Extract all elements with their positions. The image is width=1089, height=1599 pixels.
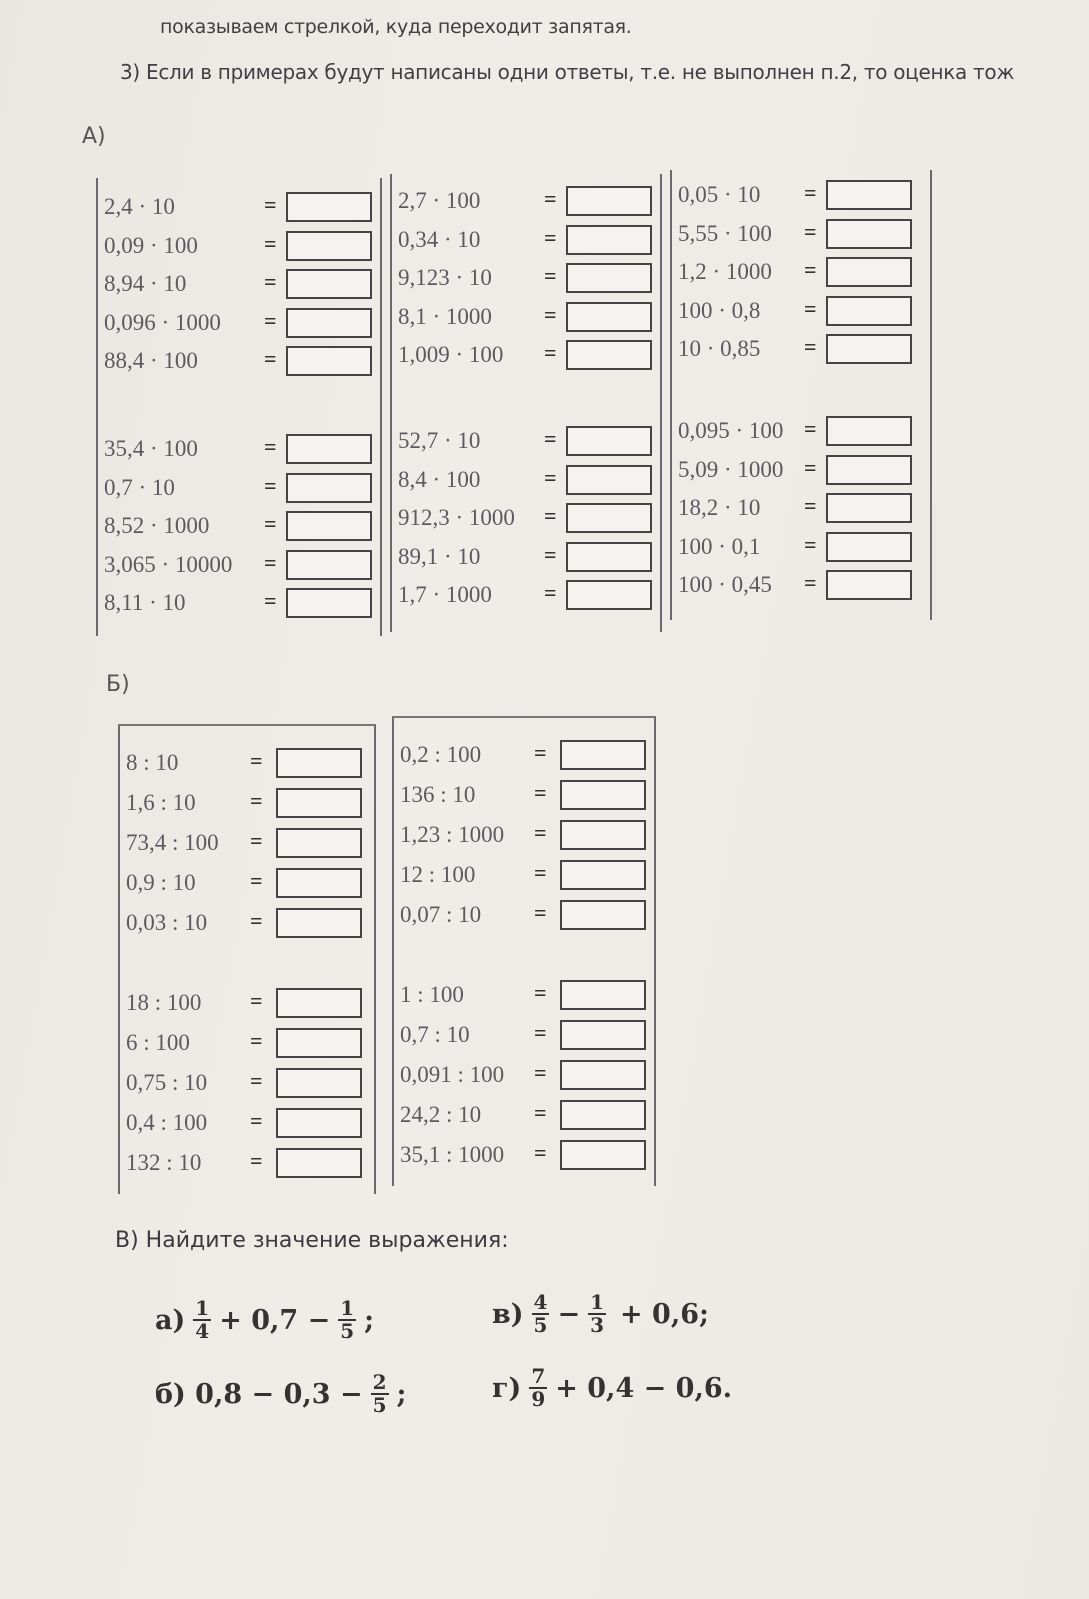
equals-sign: =: [250, 1108, 263, 1133]
exercise-row: [126, 866, 196, 900]
answer-box[interactable]: [286, 588, 372, 618]
exercise-expression: 0,34 · 10: [398, 226, 481, 252]
exercise-expression: 2,4 · 10: [104, 194, 175, 219]
equals-sign: =: [544, 541, 557, 567]
exercise-expression: 100 · 0,8: [678, 297, 761, 323]
task-g: [492, 1366, 732, 1410]
exercise-row: [104, 471, 175, 505]
column-border-left: [392, 716, 394, 1186]
exercise-expression: 0,2 : 100: [400, 742, 482, 767]
exercise-row: [678, 568, 772, 602]
exercise-row: [126, 906, 207, 940]
denominator: 5: [372, 1393, 387, 1417]
exercise-row: [126, 786, 196, 820]
task-a: [155, 1298, 374, 1342]
answer-box[interactable]: [566, 340, 652, 370]
exercise-row: [400, 778, 475, 812]
answer-box[interactable]: [286, 231, 372, 261]
section_a-column-2: [390, 174, 662, 632]
column-border-top: [118, 724, 376, 726]
exercise-row: [678, 178, 760, 212]
column-border-right: [660, 174, 662, 632]
equals-sign: =: [534, 900, 547, 925]
answer-box[interactable]: [826, 257, 912, 287]
exercise-row: [678, 453, 783, 487]
exercise-row: [398, 463, 480, 497]
answer-box[interactable]: [566, 426, 652, 456]
exercise-expression: 0,03 : 10: [126, 910, 208, 935]
exercise-expression: 5,09 · 1000: [678, 456, 784, 482]
equals-sign: =: [804, 218, 817, 244]
answer-box[interactable]: [276, 988, 362, 1018]
exercise-expression: 100 · 0,1: [678, 533, 761, 559]
answer-box[interactable]: [286, 473, 372, 503]
equals-sign: =: [534, 1100, 547, 1125]
task-a-prefix: а): [155, 1304, 186, 1336]
exercise-row: [400, 898, 481, 932]
exercise-row: [398, 424, 480, 458]
exercise-row: [104, 344, 198, 378]
exercise-row: [126, 826, 219, 860]
fraction: [371, 1372, 389, 1416]
answer-box[interactable]: [566, 263, 652, 293]
exercise-row: [400, 1058, 504, 1092]
equals-sign: =: [250, 828, 263, 853]
fraction: [338, 1298, 356, 1342]
equals-sign: =: [250, 868, 263, 893]
exercise-expression: 52,7 · 10: [398, 428, 481, 453]
equals-sign: =: [264, 307, 277, 333]
answer-box[interactable]: [276, 828, 362, 858]
answer-box[interactable]: [276, 1148, 362, 1178]
column-border-left: [390, 174, 392, 632]
exercise-expression: 0,096 · 1000: [104, 309, 221, 335]
equals-sign: =: [804, 257, 817, 282]
exercise-expression: 0,4 : 100: [126, 1110, 208, 1135]
equals-sign: =: [264, 230, 277, 256]
answer-box[interactable]: [566, 465, 652, 495]
task-v: [492, 1292, 709, 1336]
answer-box[interactable]: [560, 860, 646, 890]
equals-sign: =: [264, 192, 277, 217]
equals-sign: =: [544, 301, 557, 327]
answer-box[interactable]: [560, 1060, 646, 1090]
answer-box[interactable]: [286, 308, 372, 338]
equals-sign: =: [534, 780, 547, 805]
answer-box[interactable]: [826, 455, 912, 485]
answer-box[interactable]: [566, 302, 652, 332]
equals-sign: =: [264, 588, 277, 613]
exercise-row: [678, 491, 760, 525]
equals-sign: =: [264, 434, 277, 459]
answer-box[interactable]: [286, 192, 372, 222]
task-b-prefix: б) 0,8 − 0,3 −: [155, 1378, 363, 1410]
exercise-expression: 3,065 · 10000: [104, 551, 233, 577]
section_b-column-2: [392, 716, 656, 1186]
exercise-row: [678, 332, 760, 366]
answer-box[interactable]: [566, 503, 652, 533]
answer-box[interactable]: [560, 820, 646, 850]
equals-sign: =: [534, 1140, 547, 1165]
equals-sign: =: [534, 1020, 547, 1045]
exercise-row: [400, 1098, 481, 1132]
exercise-expression: 1,2 · 1000: [678, 259, 772, 284]
section_b-column-1: [118, 724, 376, 1194]
answer-box[interactable]: [826, 296, 912, 326]
denominator: 9: [531, 1387, 546, 1411]
exercise-row: [126, 1146, 201, 1180]
equals-sign: =: [250, 1068, 263, 1093]
equals-sign: =: [250, 1148, 263, 1173]
answer-box[interactable]: [286, 511, 372, 541]
numerator: 2: [372, 1370, 387, 1394]
equals-sign: =: [264, 511, 277, 536]
section-a-label: А): [82, 124, 106, 149]
exercise-row: [678, 414, 783, 448]
exercise-expression: 8 : 10: [126, 750, 179, 775]
equals-sign: =: [804, 295, 817, 321]
answer-box[interactable]: [826, 219, 912, 249]
answer-box[interactable]: [826, 334, 912, 364]
task-g-prefix: г): [492, 1372, 522, 1404]
exercise-expression: 912,3 · 1000: [398, 505, 515, 530]
instruction-line-3: 3) Если в примерах будут написаны одни ответы, т.е. не выполнен п.2, то оценка тож: [120, 60, 1015, 84]
equals-sign: =: [544, 224, 557, 250]
exercise-row: [400, 1138, 504, 1172]
column-border-right: [374, 724, 376, 1194]
equals-sign: =: [804, 531, 817, 557]
answer-box[interactable]: [276, 748, 362, 778]
exercise-expression: 88,4 · 100: [104, 348, 198, 373]
task-a-tail: ;: [364, 1304, 375, 1336]
equals-sign: =: [250, 748, 263, 773]
exercise-expression: 89,1 · 10: [398, 543, 481, 569]
exercise-expression: 12 : 100: [400, 862, 476, 887]
answer-box[interactable]: [276, 1108, 362, 1138]
exercise-row: [400, 1018, 470, 1052]
exercise-expression: 24,2 : 10: [400, 1102, 482, 1127]
answer-box[interactable]: [560, 1140, 646, 1170]
equals-sign: =: [804, 493, 817, 518]
exercise-row: [398, 223, 480, 257]
exercise-expression: 8,11 · 10: [104, 590, 186, 615]
equals-sign: =: [544, 503, 557, 528]
exercise-row: [104, 432, 198, 466]
exercise-row: [104, 190, 175, 224]
answer-box[interactable]: [560, 900, 646, 930]
exercise-row: [398, 184, 480, 218]
denominator: 5: [533, 1313, 548, 1337]
equals-sign: =: [804, 416, 817, 441]
answer-box[interactable]: [566, 542, 652, 572]
equals-sign: =: [544, 426, 557, 451]
column-border-left: [96, 178, 98, 636]
equals-sign: =: [544, 464, 557, 490]
exercise-expression: 8,1 · 1000: [398, 303, 492, 329]
exercise-expression: 5,55 · 100: [678, 220, 772, 246]
exercise-expression: 0,7 · 10: [104, 474, 175, 500]
numerator: 1: [195, 1296, 210, 1320]
equals-sign: =: [264, 269, 277, 294]
exercise-expression: 0,9 : 10: [126, 870, 196, 895]
equals-sign: =: [250, 988, 263, 1013]
exercise-row: [126, 986, 201, 1020]
exercise-row: [400, 978, 464, 1012]
exercise-expression: 8,4 · 100: [398, 466, 481, 492]
task-b: [155, 1372, 406, 1416]
exercise-row: [126, 1026, 190, 1060]
answer-box[interactable]: [276, 788, 362, 818]
exercise-expression: 18 : 100: [126, 990, 202, 1015]
equals-sign: =: [544, 263, 557, 288]
denominator: 5: [340, 1319, 355, 1343]
exercise-expression: 18,2 · 10: [678, 495, 761, 520]
answer-box[interactable]: [286, 269, 372, 299]
exercise-row: [398, 540, 480, 574]
exercise-row: [126, 746, 178, 780]
equals-sign: =: [264, 346, 277, 371]
exercise-expression: 35,4 · 100: [104, 436, 198, 461]
answer-box[interactable]: [566, 186, 652, 216]
exercise-expression: 0,09 · 100: [104, 232, 198, 258]
equals-sign: =: [250, 908, 263, 933]
answer-box[interactable]: [286, 346, 372, 376]
fraction: [193, 1298, 211, 1342]
section_a-column-3: [670, 170, 932, 620]
equals-sign: =: [804, 180, 817, 205]
exercise-expression: 136 : 10: [400, 782, 476, 807]
equals-sign: =: [544, 580, 557, 605]
task-v-middle: −: [557, 1298, 581, 1330]
exercise-row: [678, 294, 760, 328]
answer-box[interactable]: [560, 740, 646, 770]
exercise-expression: 9,123 · 10: [398, 265, 492, 290]
section_a-column-1: [96, 178, 382, 636]
answer-box[interactable]: [286, 434, 372, 464]
answer-box[interactable]: [566, 580, 652, 610]
exercise-row: [678, 530, 760, 564]
equals-sign: =: [534, 860, 547, 885]
equals-sign: =: [250, 1028, 263, 1053]
exercise-expression: 100 · 0,45: [678, 572, 772, 597]
answer-box[interactable]: [276, 1028, 362, 1058]
exercise-row: [400, 818, 504, 852]
numerator: 7: [531, 1364, 546, 1388]
answer-box[interactable]: [560, 780, 646, 810]
exercise-row: [398, 300, 492, 334]
equals-sign: =: [804, 454, 817, 480]
exercise-expression: 0,091 : 100: [400, 1062, 505, 1087]
section-v-title: В) Найдите значение выражения:: [115, 1228, 509, 1253]
column-border-right: [654, 716, 656, 1186]
answer-box[interactable]: [826, 570, 912, 600]
exercise-expression: 0,095 · 100: [678, 418, 784, 443]
answer-box[interactable]: [286, 550, 372, 580]
equals-sign: =: [534, 820, 547, 845]
exercise-row: [104, 509, 209, 543]
exercise-expression: 0,75 : 10: [126, 1070, 208, 1095]
exercise-expression: 73,4 : 100: [126, 830, 219, 855]
exercise-row: [126, 1106, 207, 1140]
task-v-prefix: в): [492, 1298, 524, 1330]
exercise-expression: 1,23 : 1000: [400, 822, 505, 847]
equals-sign: =: [264, 472, 277, 498]
exercise-row: [398, 501, 515, 535]
exercise-row: [400, 738, 481, 772]
task-a-middle: + 0,7 −: [219, 1304, 331, 1336]
answer-box[interactable]: [826, 493, 912, 523]
exercise-row: [104, 586, 186, 620]
exercise-row: [104, 306, 221, 340]
exercise-expression: 0,7 : 10: [400, 1022, 470, 1047]
exercise-expression: 1,7 · 1000: [398, 582, 492, 607]
denominator: 4: [195, 1319, 210, 1343]
section-b-label: Б): [106, 672, 130, 697]
numerator: 4: [533, 1290, 548, 1314]
exercise-row: [400, 858, 475, 892]
exercise-row: [126, 1066, 207, 1100]
task-g-tail: + 0,4 − 0,6.: [555, 1372, 733, 1404]
exercise-expression: 1,6 : 10: [126, 790, 196, 815]
answer-box[interactable]: [826, 416, 912, 446]
exercise-row: [398, 578, 492, 612]
exercise-expression: 8,52 · 1000: [104, 513, 210, 538]
column-border-left: [670, 170, 672, 620]
exercise-row: [104, 267, 186, 301]
exercise-expression: 8,94 · 10: [104, 271, 187, 296]
numerator: 1: [590, 1290, 605, 1314]
answer-box[interactable]: [826, 532, 912, 562]
task-v-tail: + 0,6;: [620, 1298, 709, 1330]
exercise-expression: 6 : 100: [126, 1030, 190, 1055]
equals-sign: =: [804, 334, 817, 359]
exercise-row: [104, 229, 198, 263]
equals-sign: =: [264, 549, 277, 575]
column-border-left: [118, 724, 120, 1194]
exercise-expression: 0,05 · 10: [678, 182, 761, 207]
equals-sign: =: [534, 740, 547, 765]
equals-sign: =: [804, 570, 817, 595]
exercise-expression: 132 : 10: [126, 1150, 202, 1175]
instruction-line-1: показываем стрелкой, куда переходит запятая.: [160, 16, 632, 38]
numerator: 1: [340, 1296, 355, 1320]
exercise-expression: 1 : 100: [400, 982, 464, 1007]
answer-box[interactable]: [826, 180, 912, 210]
equals-sign: =: [544, 340, 557, 365]
exercise-row: [104, 548, 232, 582]
column-border-right: [380, 178, 382, 636]
exercise-expression: 2,7 · 100: [398, 188, 481, 213]
exercise-expression: 1,009 · 100: [398, 342, 504, 367]
equals-sign: =: [250, 788, 263, 813]
equals-sign: =: [534, 980, 547, 1005]
column-border-right: [930, 170, 932, 620]
exercise-expression: 0,07 : 10: [400, 902, 482, 927]
answer-box[interactable]: [276, 1068, 362, 1098]
exercise-expression: 10 · 0,85: [678, 336, 761, 361]
fraction: [529, 1366, 547, 1410]
denominator: 3: [590, 1313, 605, 1337]
fraction: [532, 1292, 550, 1336]
equals-sign: =: [544, 186, 557, 211]
answer-box[interactable]: [560, 1100, 646, 1130]
exercise-row: [398, 338, 503, 372]
fraction: [588, 1292, 606, 1336]
exercise-row: [678, 217, 772, 251]
exercise-row: [678, 255, 772, 289]
answer-box[interactable]: [276, 868, 362, 898]
answer-box[interactable]: [566, 225, 652, 255]
answer-box[interactable]: [276, 908, 362, 938]
answer-box[interactable]: [560, 980, 646, 1010]
column-border-top: [392, 716, 656, 718]
task-b-tail: ;: [396, 1378, 407, 1410]
equals-sign: =: [534, 1060, 547, 1085]
exercise-row: [398, 261, 492, 295]
exercise-expression: 35,1 : 1000: [400, 1142, 505, 1167]
answer-box[interactable]: [560, 1020, 646, 1050]
